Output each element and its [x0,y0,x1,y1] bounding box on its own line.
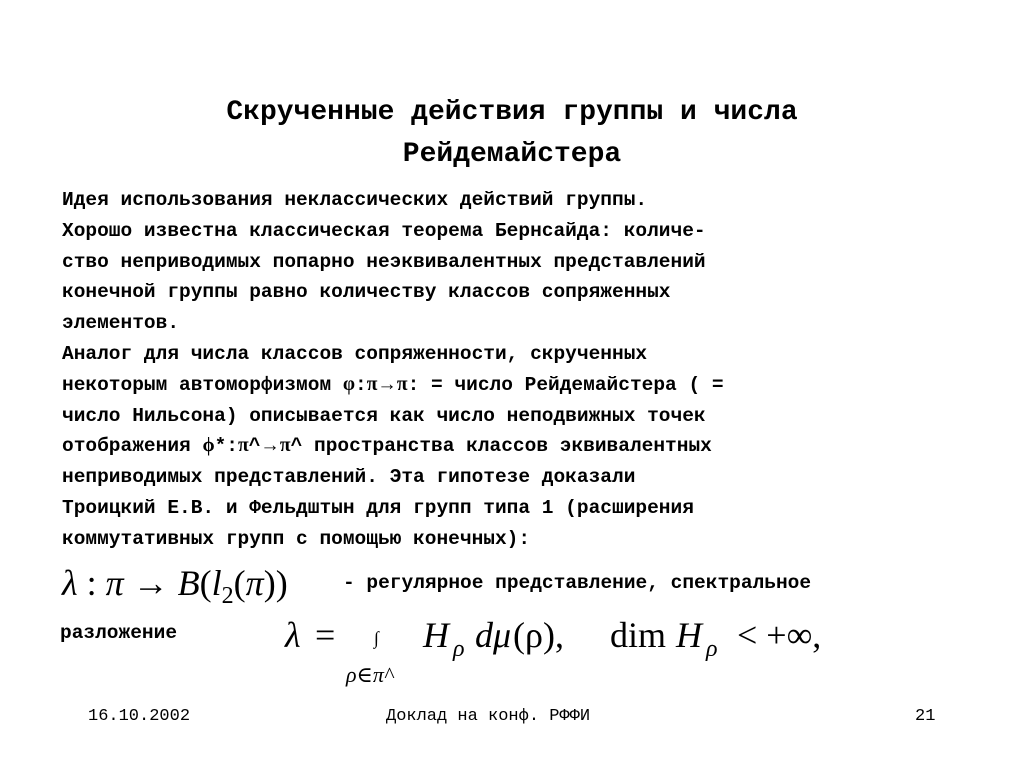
body-line-1: Идея использования неклассических действий группы. [62,189,648,211]
h-symbol: H [676,615,702,655]
lambda-symbol: λ [285,615,301,655]
paren-symbol: )) [263,563,288,603]
body-line-3: ство неприводимых попарно неэквивалентных представлений [62,250,706,273]
body-line-7 [62,370,724,401]
h-symbol: H [423,615,449,655]
paren-symbol: ( [199,563,212,603]
phi-symbol: φ [342,373,356,395]
rho-subscript: ρ [453,636,465,662]
arrow-symbol: → [260,435,280,457]
slide-title-line-1: Скрученные действия группы и числа [226,97,798,128]
equals-symbol: = [315,615,336,655]
rho-subscript: ρ [706,636,718,662]
body-line-2: Хорошо известна классическая теорема Бернсайда: количе- [62,219,706,242]
body-line-4: конечной группы равно количеству классов сопряженных [62,281,671,304]
arrow-symbol: → [132,563,169,603]
integral-symbol: ∫ [374,628,379,648]
b-symbol: B [177,563,200,603]
footer-page-number: 21 [915,707,936,726]
body-line-12: коммутативных групп с помощью конечных): [62,527,531,550]
colon-symbol: : [86,563,97,603]
slide-title-line-2: Рейдемайстера [402,139,622,170]
subscript-2: 2 [221,583,234,610]
pi-symbol: π [245,563,264,603]
formula-regular-representation [62,562,288,610]
lambda-symbol: λ [62,563,78,603]
body-line-5: элементов. [62,312,180,335]
mu-symbol: μ [493,615,512,655]
body-line-7-text-a: некоторым автоморфизмом [62,373,343,396]
hat-symbol: ^ [248,435,261,458]
body-text [62,185,724,555]
paren-symbol: ( [233,563,246,603]
d-symbol: d [475,615,493,655]
formula-spectral-decomposition [285,614,905,694]
slide-title [0,92,1024,176]
star-colon-symbol: *: [214,435,239,458]
pi-symbol: π [396,373,408,395]
formula-description-continued: разложение [60,622,178,644]
body-line-9-text-b: ^ пространства классов эквивалентных [290,435,712,458]
arrow-symbol: → [377,373,397,395]
phi-symbol: ϕ [202,435,215,457]
body-line-8: число Нильсона) описывается как число неподвижных точек [62,404,706,427]
body-line-9 [62,431,724,462]
dim-operator: dim [610,615,667,655]
pi-symbol: π [279,435,291,457]
footer-center: Доклад на конф. РФФИ [386,707,591,726]
pi-symbol: π [238,435,249,457]
formula-description: - регулярное представление, спектральное [343,572,812,594]
pi-symbol: π [366,373,378,395]
body-line-10: неприводимых представлений. Эта гипотезе доказали [62,466,636,489]
integral-domain: ρ∈π^ [346,662,394,687]
formula-tail: < +∞, [737,615,822,655]
body-line-6: Аналог для числа классов сопряженности, скрученных [62,342,648,365]
formula-argument: (ρ), [513,615,564,655]
body-line-9-text-a: отображения [62,435,203,458]
l-symbol: l [211,563,222,603]
body-line-7-text-b: : = число Рейдемайстера ( = [407,373,724,396]
colon-symbol: : [355,373,367,396]
footer-date: 16.10.2002 [88,707,191,726]
body-line-11: Троицкий Е.В. и Фельдштын для групп типа 1 (расширения [62,496,694,519]
pi-symbol: π [105,563,124,603]
